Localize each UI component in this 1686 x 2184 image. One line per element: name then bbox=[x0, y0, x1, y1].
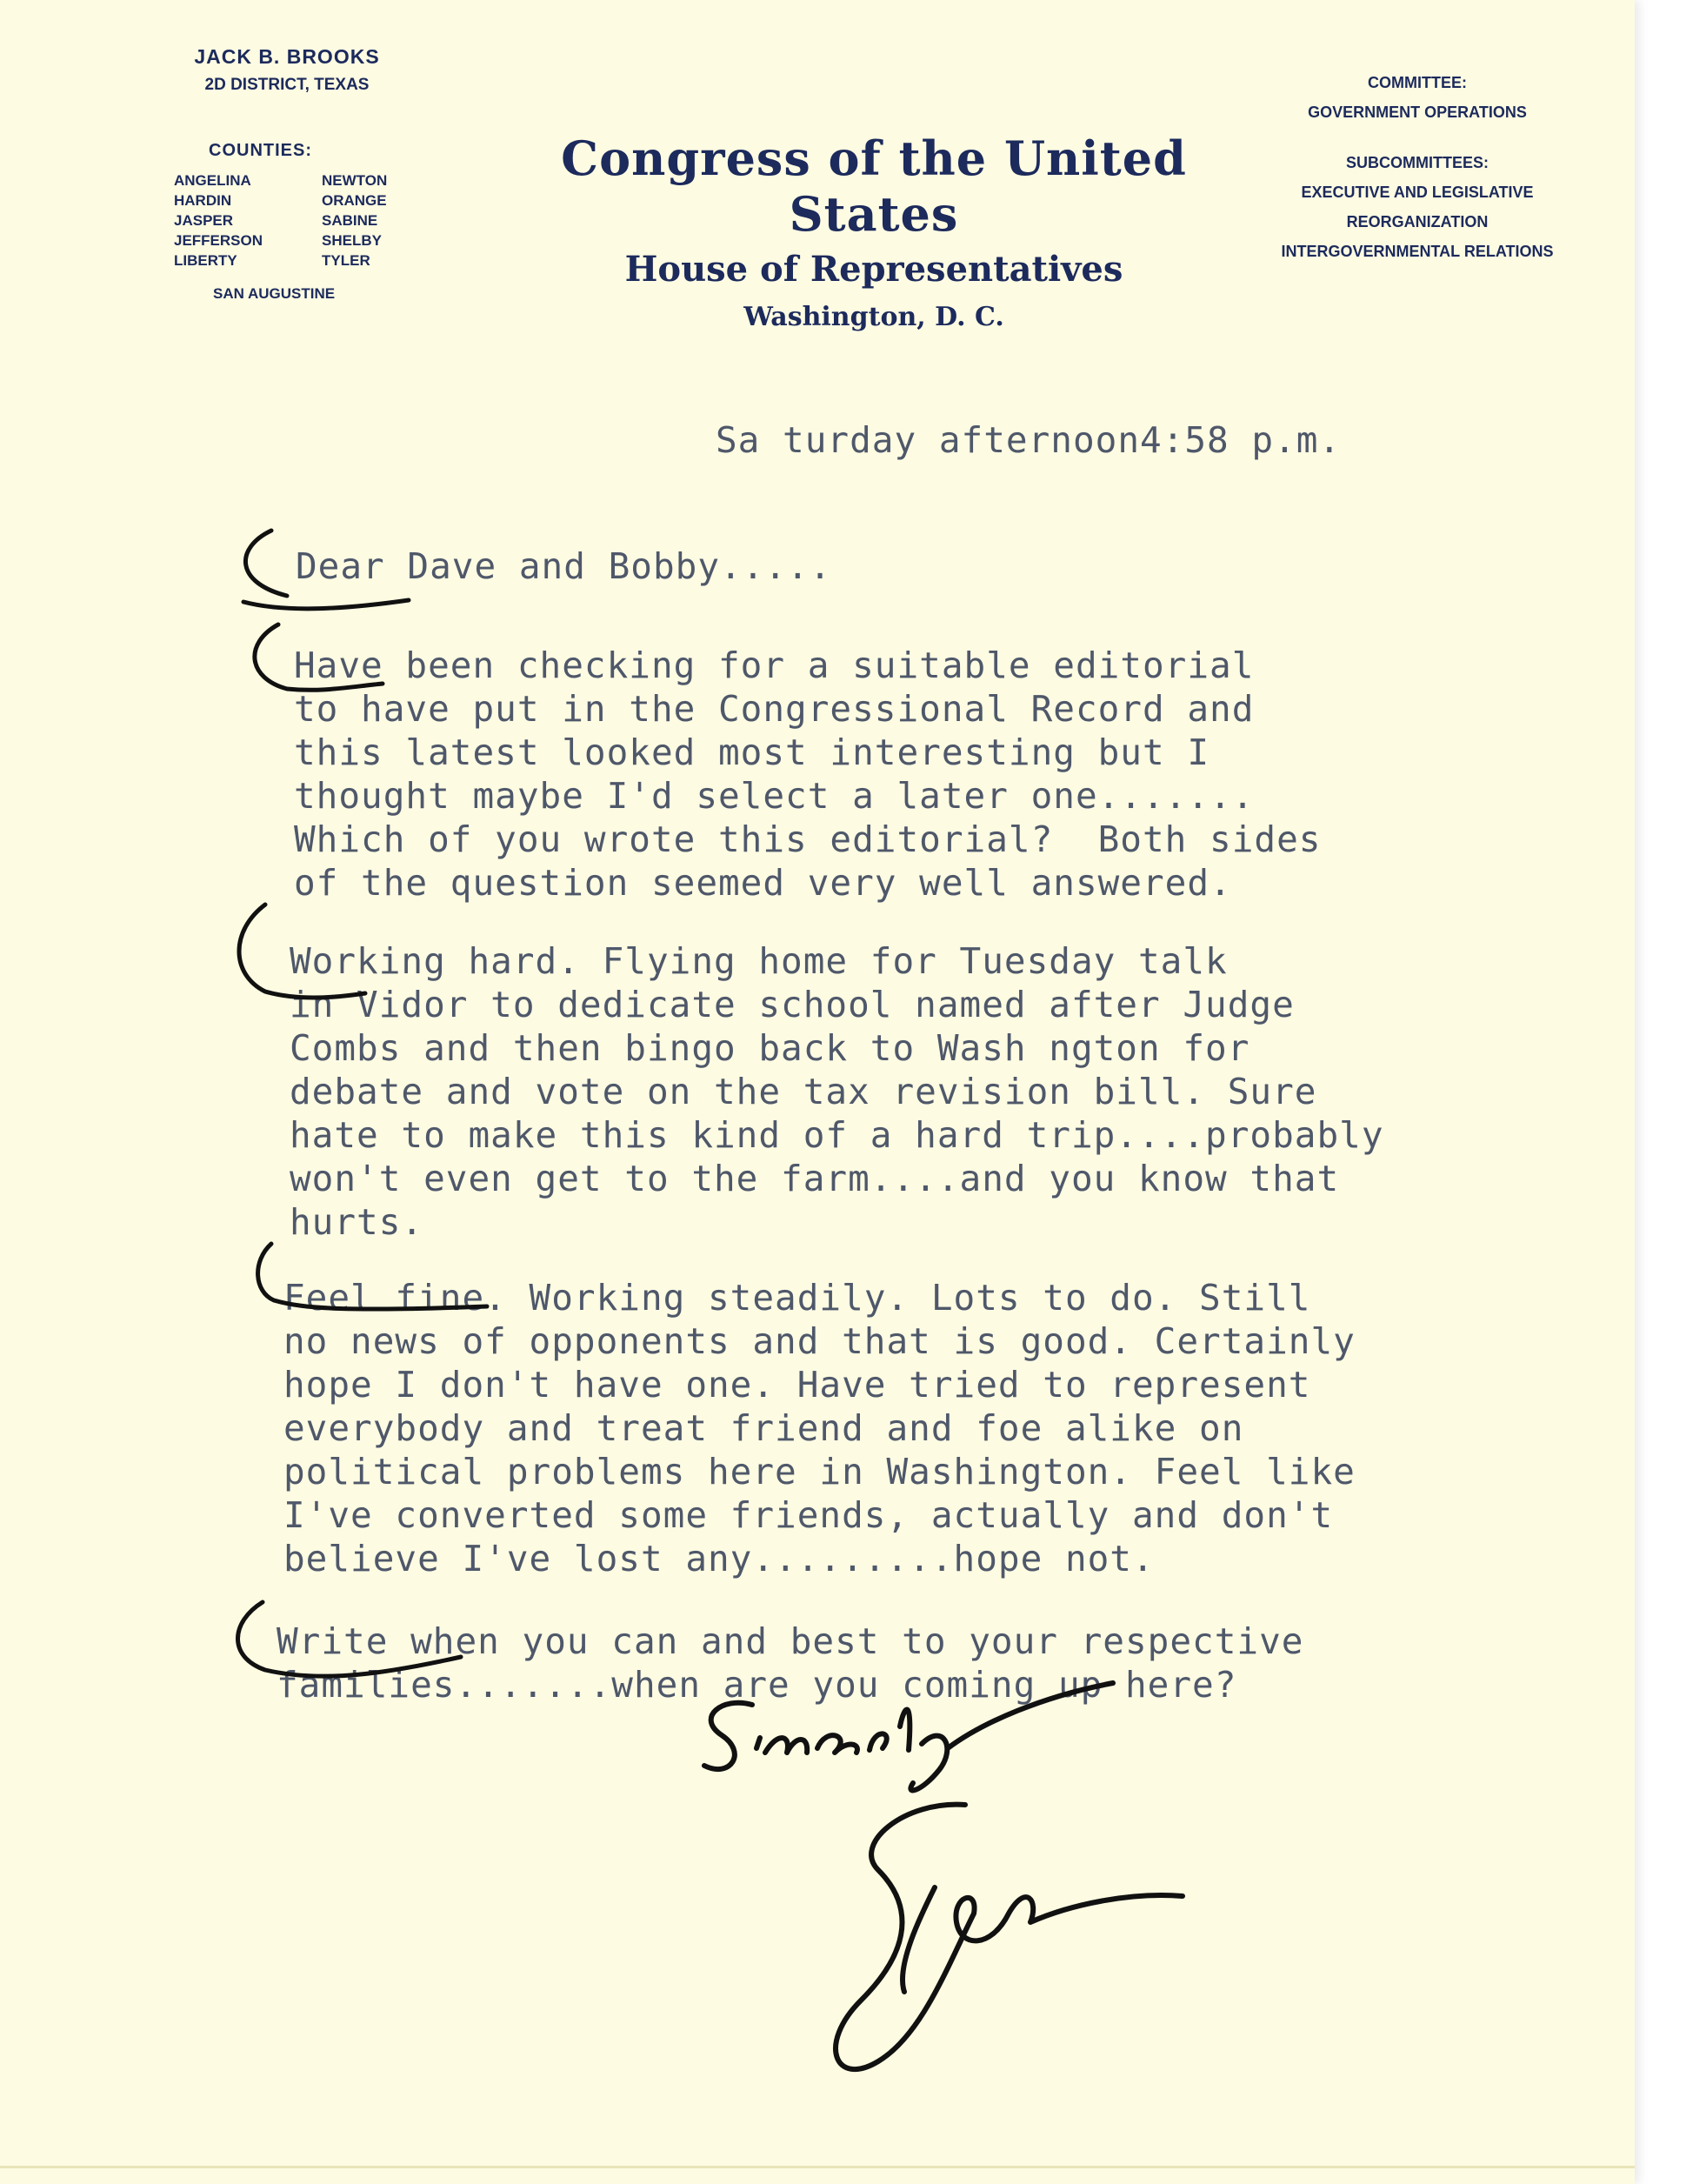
county: SAN AUGUSTINE bbox=[213, 285, 336, 302]
district: 2D DISTRICT, TEXAS bbox=[204, 76, 370, 94]
paragraph: Have been checking for a suitable editorial to have put in the Congressional Record and this latest looked most interesting but I thought maybe I'd select a later one....... Which of you wrote this editorial? Both sides of the question seemed very well answered. bbox=[294, 645, 1322, 904]
signature bbox=[836, 1805, 1183, 2069]
county: ANGELINA bbox=[174, 172, 251, 189]
counties-title: COUNTIES: bbox=[209, 141, 312, 160]
county: HARDIN bbox=[174, 192, 232, 209]
subcommittees-label: SUBCOMMITTEES: bbox=[1346, 154, 1489, 171]
paragraph: Write when you can and best to your respective families.......when are you coming up here? bbox=[277, 1620, 1304, 1706]
house-title: House of Representatives bbox=[624, 249, 1123, 290]
county: SABINE bbox=[322, 212, 378, 229]
county: NEWTON bbox=[322, 172, 388, 189]
paragraph: Working hard. Flying home for Tuesday talk in Vidor to dedicate school named after Judge Combs and then bingo back to Wash ngton for debate and vote on the tax revision bill. Sure hate to make this kind of a hard trip....probably won't even get to the farm....and you know that hurts. bbox=[290, 940, 1384, 1243]
member-block bbox=[157, 45, 417, 95]
congress-title: Congress of the United States bbox=[561, 130, 1187, 242]
page-edge bbox=[0, 2166, 1635, 2168]
committee-name: GOVERNMENT OPERATIONS bbox=[1308, 104, 1527, 121]
committee-label: COMMITTEE: bbox=[1368, 74, 1467, 91]
county: JASPER bbox=[174, 212, 234, 229]
subcommittee-name: REORGANIZATION bbox=[1346, 213, 1489, 230]
committee-block bbox=[1235, 68, 1600, 266]
greeting: Dear Dave and Bobby..... bbox=[296, 545, 832, 587]
counties-list bbox=[174, 172, 417, 270]
subcommittee-name: EXECUTIVE AND LEGISLATIVE bbox=[1301, 184, 1534, 201]
county: JEFFERSON bbox=[174, 232, 263, 249]
paragraph: Feel fine. Working steadily. Lots to do. Still no news of opponents and that is good. Certainly hope I don't have one. Have tried to represent everybody and treat friend and foe alike on political problems here in Washington. Feel like I've converted some friends, actually and don't believe I've lost any.........hope not. bbox=[283, 1277, 1356, 1580]
county: ORANGE bbox=[322, 192, 387, 209]
member-name: JACK B. BROOKS bbox=[194, 45, 380, 68]
county: TYLER bbox=[322, 252, 370, 269]
letterhead-title-block bbox=[504, 130, 1243, 332]
county: LIBERTY bbox=[174, 252, 237, 269]
city: Washington, D. C. bbox=[743, 302, 1004, 332]
subcommittee-name: INTERGOVERNMENTAL RELATIONS bbox=[1281, 243, 1554, 260]
date-line: Sa turday afternoon4:58 p.m. bbox=[716, 419, 1342, 461]
county: SHELBY bbox=[322, 232, 382, 249]
